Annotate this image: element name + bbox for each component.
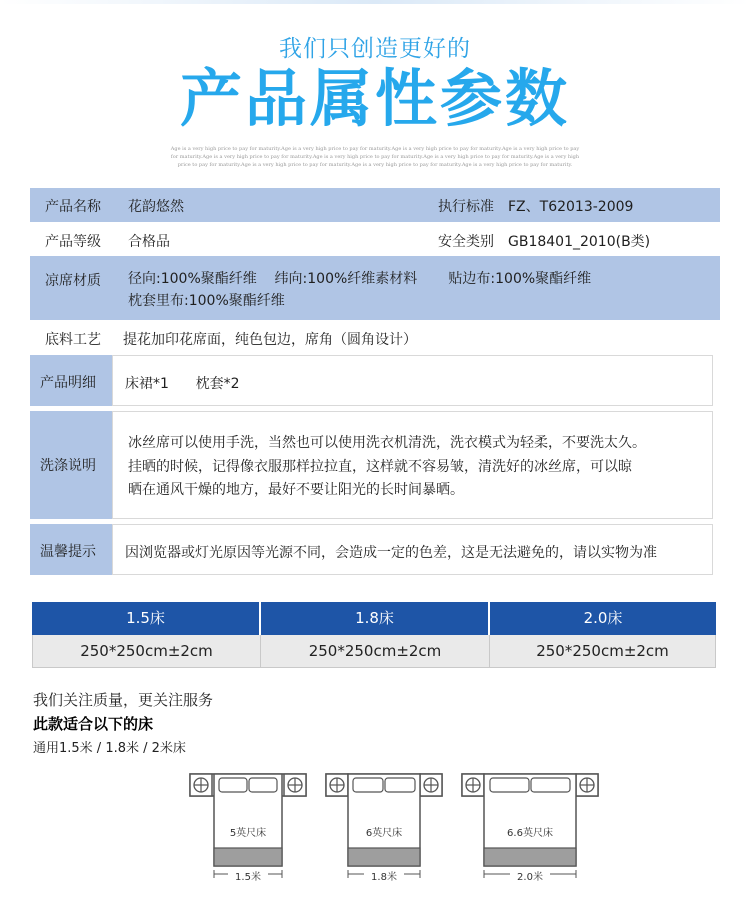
grade-value: 合格品	[128, 234, 170, 250]
fit-text: 通用1.5米 / 1.8米 / 2米床	[33, 741, 186, 756]
standard-value: FZ、T62013-2009	[508, 199, 634, 215]
detail-label: 产品明细	[40, 375, 96, 391]
safety-label: 安全类别	[438, 234, 494, 250]
detail-value-box	[112, 355, 713, 406]
tip-value-box	[112, 524, 713, 575]
name-label: 产品名称	[45, 199, 101, 215]
spec-row-name	[30, 188, 720, 222]
wash-line-1: 冰丝席可以使用手洗，当然也可以使用洗衣机清洗，洗衣模式为轻柔，不要洗太久。	[128, 435, 646, 451]
size-header-3: 2.0床	[490, 602, 716, 635]
bed-name-2: 6英尺床	[365, 828, 403, 839]
wash-label: 洗涤说明	[40, 458, 96, 474]
spec-row-grade	[30, 222, 720, 256]
bed-diagram-2	[324, 770, 444, 890]
spec-row-process	[30, 320, 720, 354]
size-value-2: 250*250cm±2cm	[261, 635, 490, 668]
tip-label: 温馨提示	[40, 544, 96, 560]
bed-width-3: 2.0米	[510, 868, 550, 883]
wash-label-cell	[30, 411, 112, 519]
safety-value: GB18401_2010(B类)	[508, 234, 651, 250]
detail-value: 床裙*1 枕套*2	[125, 376, 240, 392]
header-title: 产品属性参数	[179, 62, 570, 135]
size-header-1: 1.5床	[32, 602, 259, 635]
top-gradient-rule	[0, 0, 750, 4]
size-value-3: 250*250cm±2cm	[490, 635, 716, 668]
material-label: 凉席材质	[45, 273, 101, 289]
tip-label-cell	[30, 524, 112, 575]
grade-label: 产品等级	[45, 234, 101, 250]
bed-name-1: 5英尺床	[229, 828, 267, 839]
process-label: 底料工艺	[45, 332, 101, 348]
header-subtitle: 我们只创造更好的	[279, 36, 471, 62]
bed-name-3: 6.6英尺床	[507, 828, 553, 839]
bed-diagram-1	[188, 770, 308, 890]
size-value-1: 250*250cm±2cm	[32, 635, 261, 668]
decorative-text-block: Age is a very high price to pay for maturity.Age is a very high price to pay for maturity.Age is a very high price to pay for maturity.Age is a very high price to pay for maturity.Age is a very high price to pay for maturity.Age is a very high price to pay for maturity.Age is a very high price to pay for maturity.Age is a very high price to pay for maturity.Age is a very high price to pay for maturity.Age is a very high price to pay for maturity.Age is a very high price to pay for maturity.	[170, 146, 580, 168]
size-table	[32, 602, 716, 668]
process-value: 提花加印花席面，纯色包边，席角（圆角设计）	[123, 332, 417, 348]
bed-width-1: 1.5米	[228, 868, 268, 883]
name-value: 花韵悠然	[128, 199, 184, 215]
tip-value: 因浏览器或灯光原因等光源不同，会造成一定的色差，这是无法避免的，请以实物为准	[125, 545, 657, 561]
size-header-2: 1.8床	[261, 602, 488, 635]
bed-diagram-3	[460, 770, 600, 890]
bed-width-2: 1.8米	[364, 868, 404, 883]
material-line-2: 枕套里布:100%聚酯纤维	[128, 293, 285, 309]
wash-line-2: 挂晒的时候，记得像衣服那样拉拉直，这样就不容易皱，清洗好的冰丝席，可以晾	[128, 459, 632, 475]
wash-line-3: 晒在通风干燥的地方，最好不要让阳光的长时间暴晒。	[128, 482, 464, 498]
fit-heading: 此款适合以下的床	[33, 715, 154, 733]
material-line-1: 径向:100%聚酯纤维 纬向:100%纤维素材料 贴边布:100%聚酯纤维	[128, 271, 592, 287]
detail-label-cell	[30, 355, 112, 406]
spec-row-material	[30, 256, 720, 320]
standard-label: 执行标准	[438, 199, 494, 215]
slogan-text: 我们关注质量，更关注服务	[33, 691, 214, 709]
wash-value-box	[112, 411, 713, 519]
